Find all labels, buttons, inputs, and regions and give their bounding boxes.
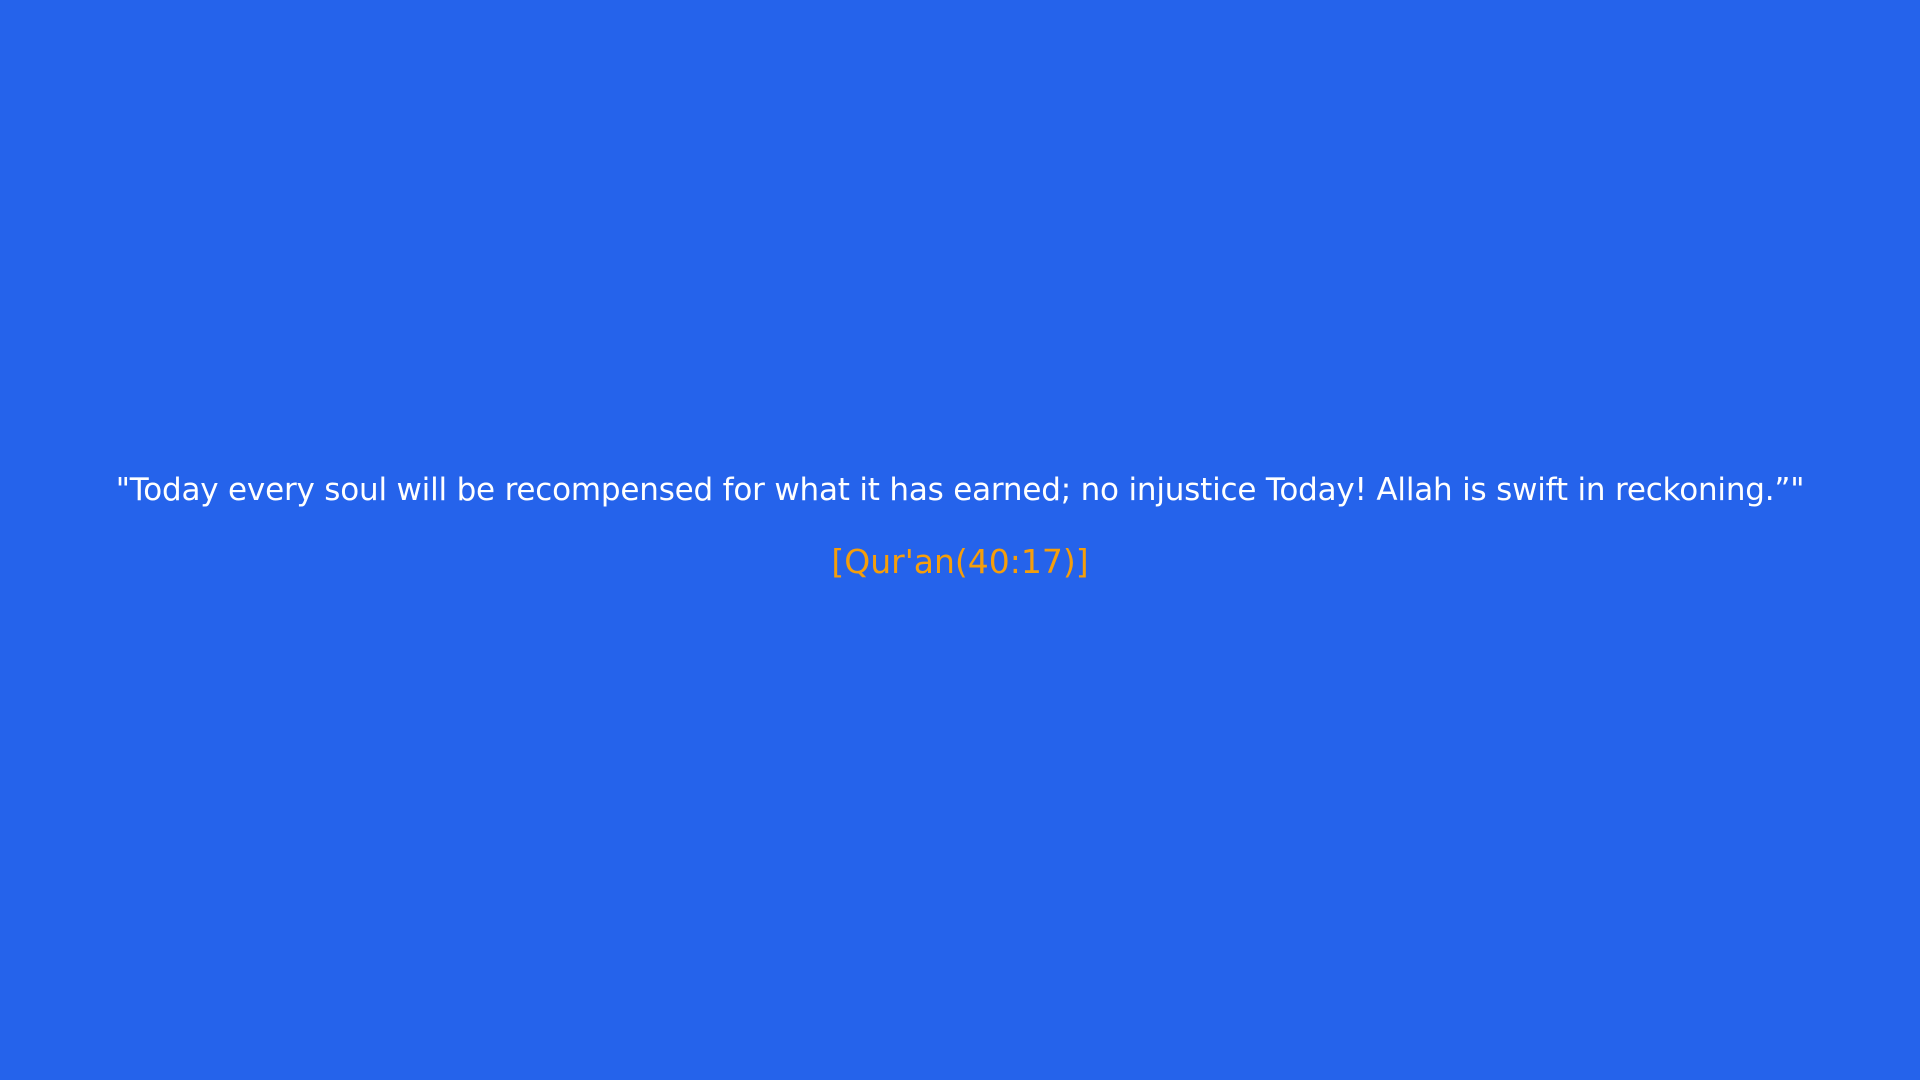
quote-reference: [Qur'an(40:17)] xyxy=(831,541,1089,581)
quote-text: "Today every soul will be recompensed for what it has earned; no injustice Today! Allah is swift in reckoning.”" xyxy=(115,472,1805,509)
